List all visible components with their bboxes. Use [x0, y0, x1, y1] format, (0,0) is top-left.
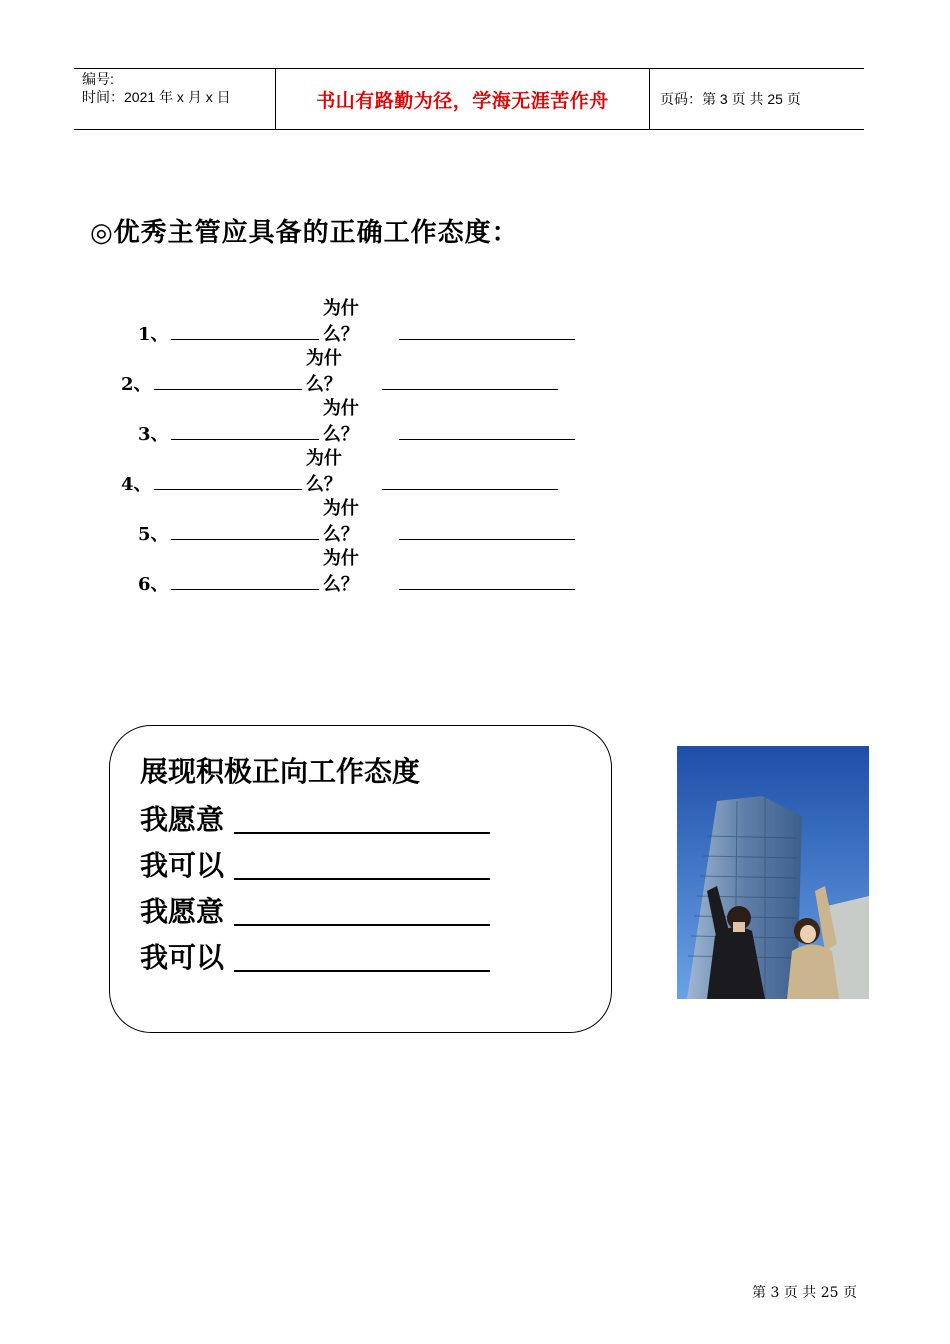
- page-footer: 第 3 页 共 25 页: [752, 1285, 857, 1301]
- reason-blank[interactable]: [399, 588, 575, 590]
- pledge-label: 我可以: [140, 941, 225, 974]
- reason-blank[interactable]: [399, 538, 575, 540]
- why-label: 为什么？: [322, 298, 359, 345]
- list-item: [138, 548, 575, 596]
- header-page-info: 页码：第 3 页 共 25 页: [660, 91, 801, 107]
- page-header: [74, 68, 864, 130]
- pledge-label: 我愿意: [140, 803, 225, 836]
- header-meta-cell: [74, 69, 276, 129]
- answer-blank[interactable]: [154, 488, 302, 490]
- answer-blank[interactable]: [171, 438, 319, 440]
- pledge-blank[interactable]: [234, 923, 490, 926]
- business-celebration-photo: [677, 746, 869, 999]
- reason-blank[interactable]: [399, 338, 575, 340]
- pledge-label: 我愿意: [140, 895, 225, 928]
- why-label: 为什么？: [305, 348, 342, 395]
- item-number: 5、: [138, 524, 169, 545]
- list-item: [121, 448, 558, 496]
- reason-blank[interactable]: [382, 488, 558, 490]
- photo-illustration: [677, 746, 869, 999]
- item-number: 2、: [121, 374, 152, 395]
- list-item: [138, 498, 575, 546]
- answer-blank[interactable]: [171, 538, 319, 540]
- why-label: 为什么？: [305, 448, 342, 495]
- bubble-line: [140, 798, 490, 838]
- item-number: 1、: [138, 324, 169, 345]
- attitude-bubble: [109, 725, 612, 1033]
- answer-blank[interactable]: [171, 338, 319, 340]
- pledge-blank[interactable]: [234, 831, 490, 834]
- item-number: 3、: [138, 424, 169, 445]
- header-code-label: 编号:: [82, 71, 114, 87]
- item-number: 4、: [121, 474, 152, 495]
- bubble-line: [140, 890, 490, 930]
- pledge-blank[interactable]: [234, 877, 490, 880]
- section-title: ◎优秀主管应具备的正确工作态度：: [90, 218, 519, 248]
- why-label: 为什么？: [322, 398, 359, 445]
- answer-blank[interactable]: [171, 588, 319, 590]
- header-page-cell: [650, 69, 864, 129]
- pledge-blank[interactable]: [234, 969, 490, 972]
- reason-blank[interactable]: [399, 438, 575, 440]
- reason-blank[interactable]: [382, 388, 558, 390]
- list-item: [138, 298, 575, 346]
- header-date-label: 时间：2021 年 x 月 x 日: [82, 89, 231, 105]
- header-motto-cell: [276, 69, 650, 129]
- bubble-title: 展现积极正向工作态度: [140, 755, 421, 788]
- bubble-line: [140, 936, 490, 976]
- bubble-line: [140, 844, 490, 884]
- header-motto: 书山有路勤为径，学海无涯苦作舟: [316, 89, 609, 112]
- pledge-label: 我可以: [140, 849, 225, 882]
- why-label: 为什么？: [322, 548, 359, 595]
- list-item: [121, 348, 558, 396]
- item-number: 6、: [138, 574, 169, 595]
- answer-blank[interactable]: [154, 388, 302, 390]
- why-label: 为什么？: [322, 498, 359, 545]
- list-item: [138, 398, 575, 446]
